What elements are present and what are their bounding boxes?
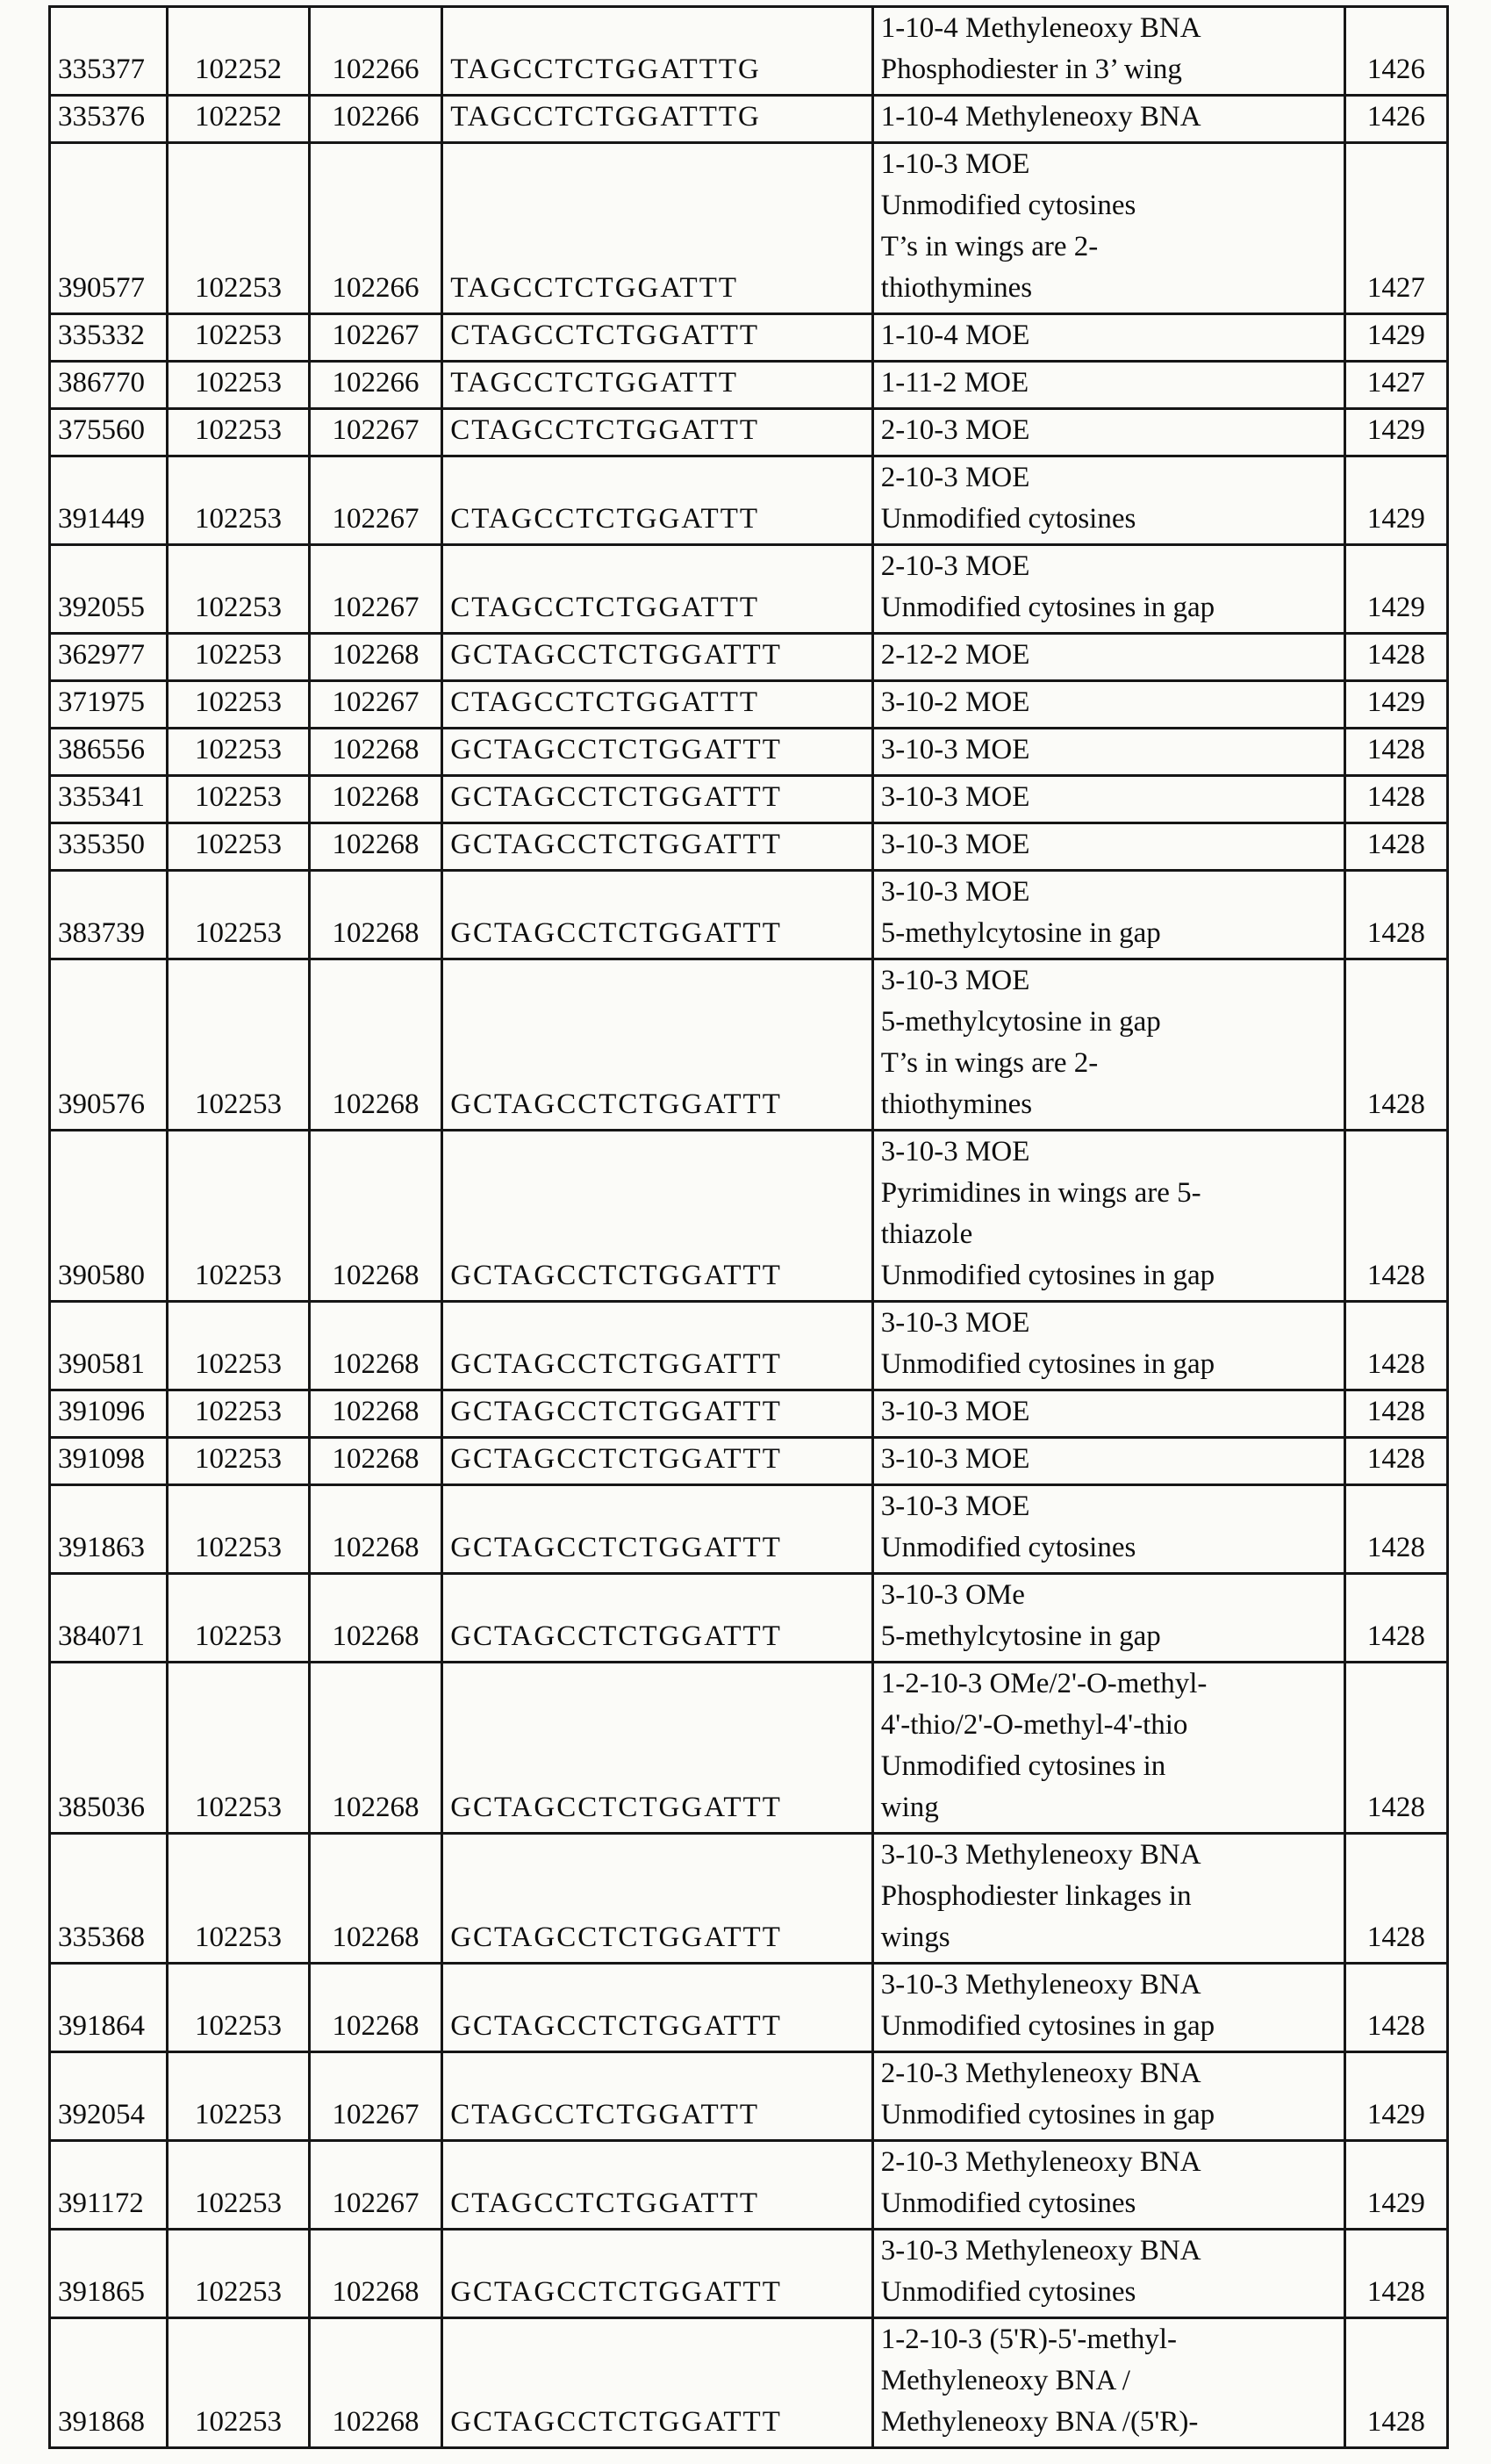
seq-id-cell: 1428 bbox=[1344, 1438, 1447, 1485]
seq-id-cell: 1428 bbox=[1344, 1131, 1447, 1302]
sequence-cell: GCTAGCCTCTGGATTT bbox=[442, 1302, 873, 1390]
sequence-cell: TAGCCTCTGGATTT bbox=[442, 362, 873, 409]
sequence-cell: GCTAGCCTCTGGATTT bbox=[442, 776, 873, 823]
sequence-table-body bbox=[50, 7, 1448, 2448]
sequence-cell: GCTAGCCTCTGGATTT bbox=[442, 1438, 873, 1485]
table-row bbox=[50, 681, 1448, 729]
chemistry-description-cell: 3-10-3 MOE bbox=[872, 776, 1344, 823]
table-row bbox=[50, 409, 1448, 456]
start-site-cell: 102253 bbox=[168, 823, 310, 871]
sequence-cell: CTAGCCTCTGGATTT bbox=[442, 314, 873, 362]
isis-number-cell: 335377 bbox=[50, 7, 168, 96]
table-row bbox=[50, 2052, 1448, 2141]
stop-site-cell: 102268 bbox=[309, 634, 441, 681]
isis-number-cell: 390581 bbox=[50, 1302, 168, 1390]
start-site-cell: 102253 bbox=[168, 1834, 310, 1964]
sequence-cell: GCTAGCCTCTGGATTT bbox=[442, 1131, 873, 1302]
isis-number-cell: 391868 bbox=[50, 2318, 168, 2448]
seq-id-cell: 1426 bbox=[1344, 7, 1447, 96]
seq-id-cell: 1426 bbox=[1344, 96, 1447, 143]
sequence-table-container bbox=[48, 5, 1449, 2449]
stop-site-cell: 102267 bbox=[309, 545, 441, 634]
start-site-cell: 102253 bbox=[168, 545, 310, 634]
stop-site-cell: 102268 bbox=[309, 1834, 441, 1964]
start-site-cell: 102252 bbox=[168, 7, 310, 96]
start-site-cell: 102253 bbox=[168, 1390, 310, 1438]
sequence-table bbox=[48, 5, 1449, 2449]
table-row bbox=[50, 1438, 1448, 1485]
chemistry-description-cell: 1-10-4 Methyleneoxy BNA bbox=[872, 96, 1344, 143]
stop-site-cell: 102268 bbox=[309, 1438, 441, 1485]
chemistry-description-cell: 3-10-3 Methyleneoxy BNA Unmodified cytosines in gap bbox=[872, 1964, 1344, 2052]
table-row bbox=[50, 96, 1448, 143]
table-row bbox=[50, 871, 1448, 959]
table-row bbox=[50, 1574, 1448, 1663]
seq-id-cell: 1428 bbox=[1344, 959, 1447, 1131]
sequence-cell: GCTAGCCTCTGGATTT bbox=[442, 729, 873, 776]
start-site-cell: 102253 bbox=[168, 1131, 310, 1302]
sequence-cell: TAGCCTCTGGATTTG bbox=[442, 7, 873, 96]
isis-number-cell: 391098 bbox=[50, 1438, 168, 1485]
isis-number-cell: 391449 bbox=[50, 456, 168, 545]
sequence-cell: TAGCCTCTGGATTTG bbox=[442, 96, 873, 143]
start-site-cell: 102253 bbox=[168, 456, 310, 545]
chemistry-description-cell: 3-10-3 MOE 5-methylcytosine in gap bbox=[872, 871, 1344, 959]
start-site-cell: 102253 bbox=[168, 2141, 310, 2230]
isis-number-cell: 391863 bbox=[50, 1485, 168, 1574]
seq-id-cell: 1428 bbox=[1344, 729, 1447, 776]
chemistry-description-cell: 2-10-3 MOE Unmodified cytosines in gap bbox=[872, 545, 1344, 634]
sequence-cell: GCTAGCCTCTGGATTT bbox=[442, 823, 873, 871]
stop-site-cell: 102268 bbox=[309, 1663, 441, 1834]
chemistry-description-cell: 1-10-3 MOE Unmodified cytosines T’s in wings are 2- thiothymines bbox=[872, 143, 1344, 314]
stop-site-cell: 102267 bbox=[309, 2141, 441, 2230]
start-site-cell: 102252 bbox=[168, 96, 310, 143]
stop-site-cell: 102268 bbox=[309, 729, 441, 776]
seq-id-cell: 1429 bbox=[1344, 314, 1447, 362]
sequence-cell: GCTAGCCTCTGGATTT bbox=[442, 1663, 873, 1834]
table-row bbox=[50, 1834, 1448, 1964]
sequence-cell: GCTAGCCTCTGGATTT bbox=[442, 2318, 873, 2448]
start-site-cell: 102253 bbox=[168, 143, 310, 314]
table-row bbox=[50, 823, 1448, 871]
stop-site-cell: 102268 bbox=[309, 1302, 441, 1390]
isis-number-cell: 391096 bbox=[50, 1390, 168, 1438]
start-site-cell: 102253 bbox=[168, 409, 310, 456]
seq-id-cell: 1428 bbox=[1344, 823, 1447, 871]
start-site-cell: 102253 bbox=[168, 634, 310, 681]
start-site-cell: 102253 bbox=[168, 1485, 310, 1574]
chemistry-description-cell: 2-12-2 MOE bbox=[872, 634, 1344, 681]
seq-id-cell: 1428 bbox=[1344, 2318, 1447, 2448]
stop-site-cell: 102267 bbox=[309, 2052, 441, 2141]
stop-site-cell: 102268 bbox=[309, 776, 441, 823]
table-row bbox=[50, 1964, 1448, 2052]
chemistry-description-cell: 3-10-3 MOE 5-methylcytosine in gap T’s in wings are 2- thiothymines bbox=[872, 959, 1344, 1131]
chemistry-description-cell: 2-10-3 MOE bbox=[872, 409, 1344, 456]
start-site-cell: 102253 bbox=[168, 776, 310, 823]
seq-id-cell: 1427 bbox=[1344, 362, 1447, 409]
table-row bbox=[50, 143, 1448, 314]
isis-number-cell: 386556 bbox=[50, 729, 168, 776]
chemistry-description-cell: 2-10-3 Methyleneoxy BNA Unmodified cytosines in gap bbox=[872, 2052, 1344, 2141]
seq-id-cell: 1428 bbox=[1344, 1663, 1447, 1834]
table-row bbox=[50, 634, 1448, 681]
sequence-cell: TAGCCTCTGGATTT bbox=[442, 143, 873, 314]
start-site-cell: 102253 bbox=[168, 362, 310, 409]
chemistry-description-cell: 3-10-3 MOE bbox=[872, 729, 1344, 776]
stop-site-cell: 102266 bbox=[309, 362, 441, 409]
table-row bbox=[50, 1302, 1448, 1390]
table-row bbox=[50, 362, 1448, 409]
isis-number-cell: 386770 bbox=[50, 362, 168, 409]
seq-id-cell: 1429 bbox=[1344, 545, 1447, 634]
stop-site-cell: 102267 bbox=[309, 409, 441, 456]
start-site-cell: 102253 bbox=[168, 2052, 310, 2141]
stop-site-cell: 102267 bbox=[309, 681, 441, 729]
stop-site-cell: 102268 bbox=[309, 871, 441, 959]
chemistry-description-cell: 1-10-4 Methyleneoxy BNA Phosphodiester in 3’ wing bbox=[872, 7, 1344, 96]
start-site-cell: 102253 bbox=[168, 959, 310, 1131]
stop-site-cell: 102268 bbox=[309, 1964, 441, 2052]
seq-id-cell: 1429 bbox=[1344, 456, 1447, 545]
sequence-cell: GCTAGCCTCTGGATTT bbox=[442, 871, 873, 959]
seq-id-cell: 1428 bbox=[1344, 1834, 1447, 1964]
isis-number-cell: 335332 bbox=[50, 314, 168, 362]
stop-site-cell: 102268 bbox=[309, 2318, 441, 2448]
stop-site-cell: 102268 bbox=[309, 1574, 441, 1663]
sequence-cell: CTAGCCTCTGGATTT bbox=[442, 681, 873, 729]
chemistry-description-cell: 3-10-3 Methyleneoxy BNA Phosphodiester linkages in wings bbox=[872, 1834, 1344, 1964]
start-site-cell: 102253 bbox=[168, 1663, 310, 1834]
table-row bbox=[50, 729, 1448, 776]
table-row bbox=[50, 1131, 1448, 1302]
sequence-cell: CTAGCCTCTGGATTT bbox=[442, 409, 873, 456]
sequence-cell: CTAGCCTCTGGATTT bbox=[442, 2052, 873, 2141]
seq-id-cell: 1429 bbox=[1344, 409, 1447, 456]
start-site-cell: 102253 bbox=[168, 2230, 310, 2318]
table-row bbox=[50, 1663, 1448, 1834]
table-row bbox=[50, 456, 1448, 545]
stop-site-cell: 102268 bbox=[309, 959, 441, 1131]
chemistry-description-cell: 3-10-3 Methyleneoxy BNA Unmodified cytosines bbox=[872, 2230, 1344, 2318]
start-site-cell: 102253 bbox=[168, 1964, 310, 2052]
seq-id-cell: 1428 bbox=[1344, 1302, 1447, 1390]
isis-number-cell: 362977 bbox=[50, 634, 168, 681]
sequence-cell: GCTAGCCTCTGGATTT bbox=[442, 1485, 873, 1574]
stop-site-cell: 102268 bbox=[309, 1485, 441, 1574]
seq-id-cell: 1428 bbox=[1344, 871, 1447, 959]
isis-number-cell: 383739 bbox=[50, 871, 168, 959]
table-row bbox=[50, 2141, 1448, 2230]
sequence-cell: GCTAGCCTCTGGATTT bbox=[442, 1964, 873, 2052]
stop-site-cell: 102268 bbox=[309, 1390, 441, 1438]
isis-number-cell: 392054 bbox=[50, 2052, 168, 2141]
chemistry-description-cell: 1-2-10-3 (5'R)-5'-methyl- Methyleneoxy BNA / Methyleneoxy BNA /(5'R)- bbox=[872, 2318, 1344, 2448]
seq-id-cell: 1427 bbox=[1344, 143, 1447, 314]
stop-site-cell: 102266 bbox=[309, 7, 441, 96]
sequence-cell: GCTAGCCTCTGGATTT bbox=[442, 1390, 873, 1438]
start-site-cell: 102253 bbox=[168, 2318, 310, 2448]
isis-number-cell: 335368 bbox=[50, 1834, 168, 1964]
chemistry-description-cell: 3-10-2 MOE bbox=[872, 681, 1344, 729]
chemistry-description-cell: 3-10-3 MOE bbox=[872, 1390, 1344, 1438]
stop-site-cell: 102268 bbox=[309, 823, 441, 871]
seq-id-cell: 1428 bbox=[1344, 1390, 1447, 1438]
stop-site-cell: 102267 bbox=[309, 314, 441, 362]
stop-site-cell: 102266 bbox=[309, 143, 441, 314]
stop-site-cell: 102268 bbox=[309, 1131, 441, 1302]
isis-number-cell: 390580 bbox=[50, 1131, 168, 1302]
chemistry-description-cell: 3-10-3 MOE Unmodified cytosines bbox=[872, 1485, 1344, 1574]
isis-number-cell: 335376 bbox=[50, 96, 168, 143]
sequence-cell: CTAGCCTCTGGATTT bbox=[442, 456, 873, 545]
seq-id-cell: 1429 bbox=[1344, 681, 1447, 729]
sequence-cell: GCTAGCCTCTGGATTT bbox=[442, 634, 873, 681]
stop-site-cell: 102268 bbox=[309, 2230, 441, 2318]
table-row bbox=[50, 545, 1448, 634]
chemistry-description-cell: 3-10-3 MOE bbox=[872, 823, 1344, 871]
seq-id-cell: 1428 bbox=[1344, 1964, 1447, 2052]
chemistry-description-cell: 3-10-3 MOE Unmodified cytosines in gap bbox=[872, 1302, 1344, 1390]
table-row bbox=[50, 2318, 1448, 2448]
isis-number-cell: 335350 bbox=[50, 823, 168, 871]
start-site-cell: 102253 bbox=[168, 314, 310, 362]
stop-site-cell: 102267 bbox=[309, 456, 441, 545]
chemistry-description-cell: 1-2-10-3 OMe/2'-O-methyl- 4'-thio/2'-O-methyl-4'-thio Unmodified cytosines in wing bbox=[872, 1663, 1344, 1834]
sequence-cell: CTAGCCTCTGGATTT bbox=[442, 2141, 873, 2230]
isis-number-cell: 390576 bbox=[50, 959, 168, 1131]
chemistry-description-cell: 2-10-3 MOE Unmodified cytosines bbox=[872, 456, 1344, 545]
chemistry-description-cell: 2-10-3 Methyleneoxy BNA Unmodified cytosines bbox=[872, 2141, 1344, 2230]
sequence-cell: GCTAGCCTCTGGATTT bbox=[442, 959, 873, 1131]
sequence-cell: GCTAGCCTCTGGATTT bbox=[442, 1574, 873, 1663]
chemistry-description-cell: 1-10-4 MOE bbox=[872, 314, 1344, 362]
start-site-cell: 102253 bbox=[168, 1574, 310, 1663]
seq-id-cell: 1428 bbox=[1344, 1574, 1447, 1663]
table-row bbox=[50, 1390, 1448, 1438]
isis-number-cell: 390577 bbox=[50, 143, 168, 314]
sequence-cell: GCTAGCCTCTGGATTT bbox=[442, 2230, 873, 2318]
isis-number-cell: 391865 bbox=[50, 2230, 168, 2318]
isis-number-cell: 384071 bbox=[50, 1574, 168, 1663]
table-row bbox=[50, 314, 1448, 362]
seq-id-cell: 1428 bbox=[1344, 2230, 1447, 2318]
isis-number-cell: 391172 bbox=[50, 2141, 168, 2230]
start-site-cell: 102253 bbox=[168, 1302, 310, 1390]
isis-number-cell: 375560 bbox=[50, 409, 168, 456]
seq-id-cell: 1428 bbox=[1344, 776, 1447, 823]
table-row bbox=[50, 1485, 1448, 1574]
isis-number-cell: 335341 bbox=[50, 776, 168, 823]
sequence-cell: GCTAGCCTCTGGATTT bbox=[442, 1834, 873, 1964]
table-row bbox=[50, 959, 1448, 1131]
table-row bbox=[50, 2230, 1448, 2318]
chemistry-description-cell: 3-10-3 MOE Pyrimidines in wings are 5- thiazole Unmodified cytosines in gap bbox=[872, 1131, 1344, 1302]
seq-id-cell: 1428 bbox=[1344, 1485, 1447, 1574]
seq-id-cell: 1429 bbox=[1344, 2052, 1447, 2141]
isis-number-cell: 392055 bbox=[50, 545, 168, 634]
stop-site-cell: 102266 bbox=[309, 96, 441, 143]
table-row bbox=[50, 7, 1448, 96]
start-site-cell: 102253 bbox=[168, 871, 310, 959]
isis-number-cell: 385036 bbox=[50, 1663, 168, 1834]
chemistry-description-cell: 1-11-2 MOE bbox=[872, 362, 1344, 409]
seq-id-cell: 1429 bbox=[1344, 2141, 1447, 2230]
chemistry-description-cell: 3-10-3 MOE bbox=[872, 1438, 1344, 1485]
chemistry-description-cell: 3-10-3 OMe 5-methylcytosine in gap bbox=[872, 1574, 1344, 1663]
isis-number-cell: 391864 bbox=[50, 1964, 168, 2052]
isis-number-cell: 371975 bbox=[50, 681, 168, 729]
start-site-cell: 102253 bbox=[168, 1438, 310, 1485]
sequence-cell: CTAGCCTCTGGATTT bbox=[442, 545, 873, 634]
seq-id-cell: 1428 bbox=[1344, 634, 1447, 681]
start-site-cell: 102253 bbox=[168, 681, 310, 729]
start-site-cell: 102253 bbox=[168, 729, 310, 776]
table-row bbox=[50, 776, 1448, 823]
